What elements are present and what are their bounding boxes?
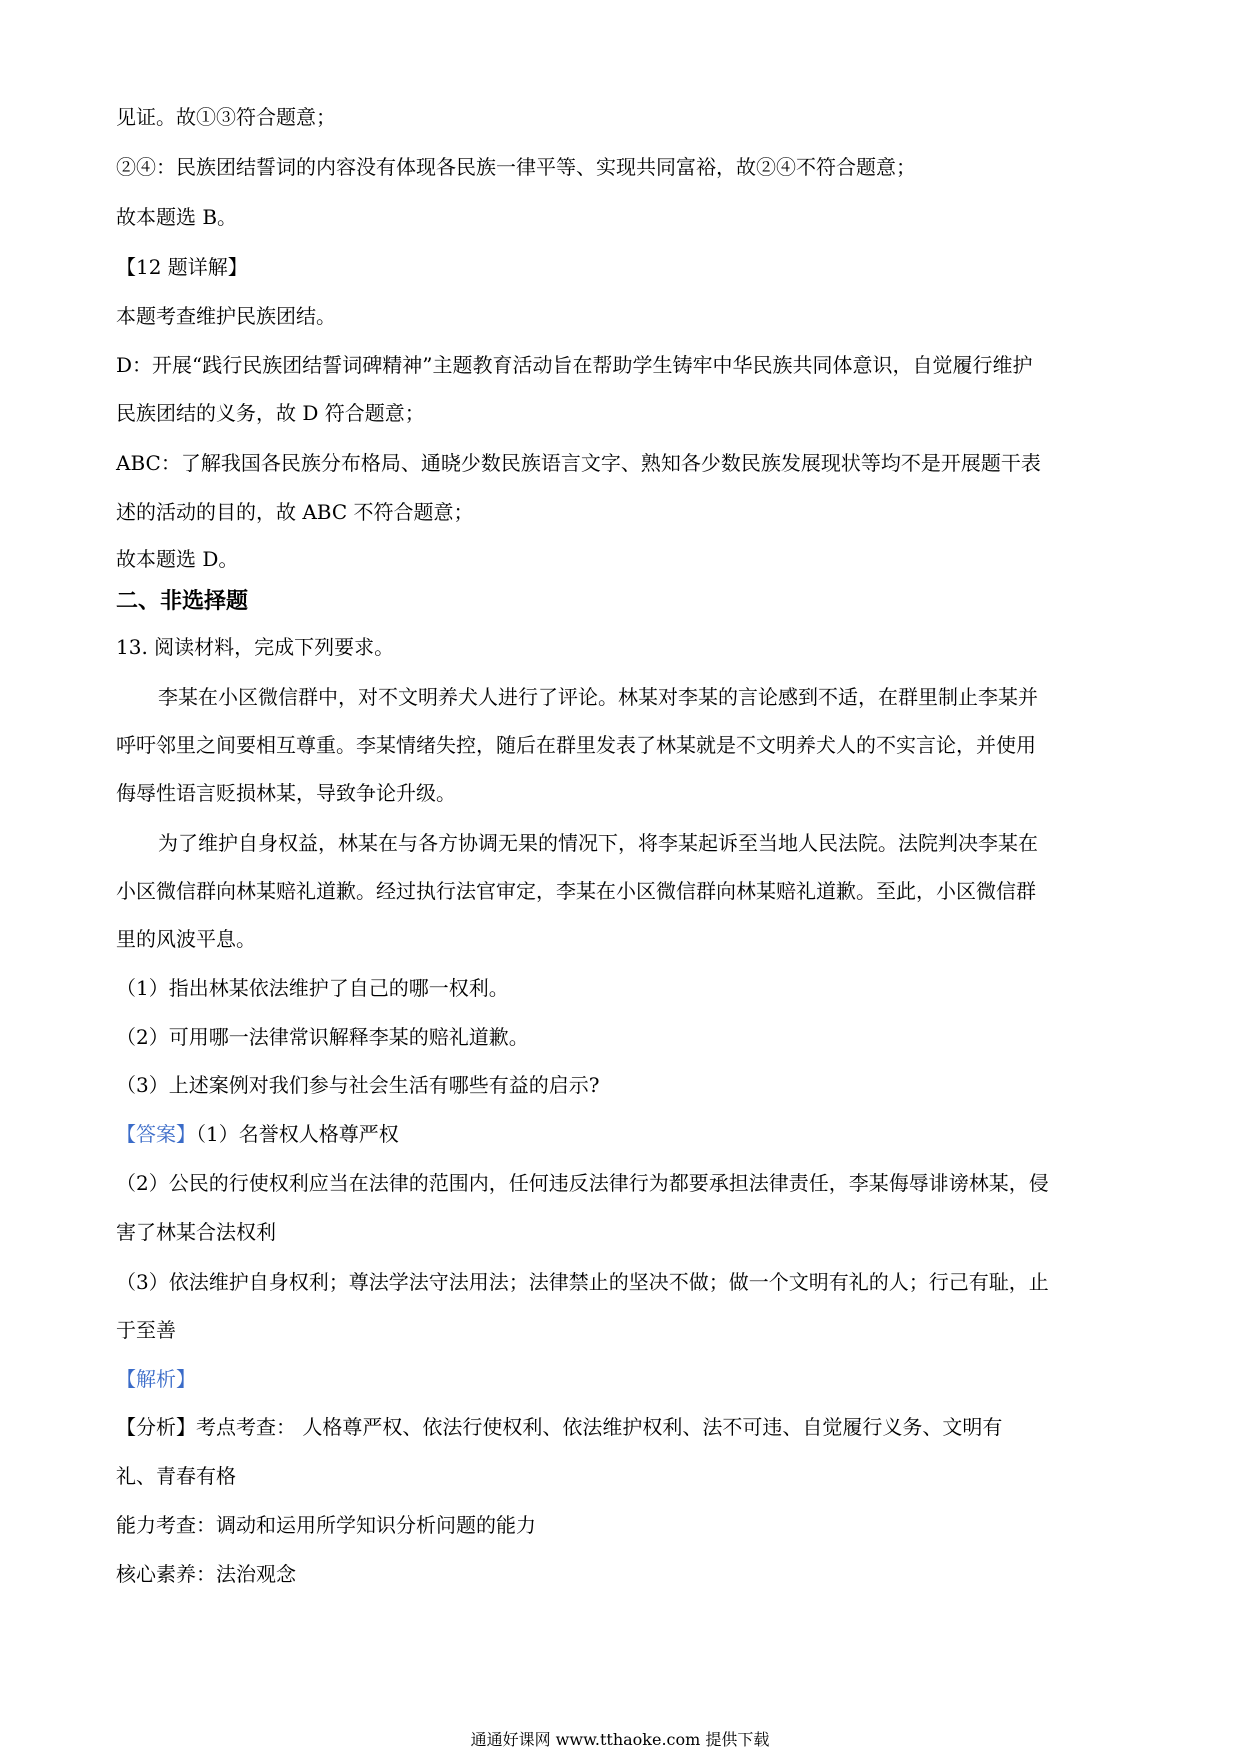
text-line: 见证。故①③符合题意； [116,105,336,129]
analysis-line: 能力考查：调动和运用所学知识分析问题的能力 [116,1513,536,1537]
text-line: ②④：民族团结誓词的内容没有体现各民族一律平等、实现共同富裕，故②④不符合题意； [116,155,916,179]
answer-tag: 【答案】 [116,1122,196,1146]
analysis-tag: 【解析】 [116,1367,196,1391]
material-line: 小区微信群向林某赔礼道歉。经过执行法官审定，李某在小区微信群向林某赔礼道歉。至此，小区微信群 [116,879,1036,903]
material-line: 李某在小区微信群中，对不文明养犬人进行了评论。林某对李某的言论感到不适，在群里制止李某并 [158,685,1038,709]
text-line: 民族团结的义务，故 D 符合题意； [116,401,425,425]
answer-line [116,1120,399,1148]
text-line: 故本题选 B。 [116,205,238,229]
text-line: 故本题选 D。 [116,547,239,571]
answer-line: 害了林某合法权利 [116,1220,276,1244]
text-line: D：开展“践行民族团结誓词碑精神”主题教育活动旨在帮助学生铸牢中华民族共同体意识，自觉履行维护 [116,353,1033,377]
answer-line: （3）依法维护自身权利；尊法学法守法用法；法律禁止的坚决不做；做一个文明有礼的人；行己有耻，止 [116,1270,1049,1294]
sub-question: （1）指出林某依法维护了自己的哪一权利。 [116,976,509,1000]
sub-question: （3）上述案例对我们参与社会生活有哪些有益的启示? [116,1073,600,1097]
material-line: 里的风波平息。 [116,927,256,951]
page-footer: 通通好课网 www.tthaoke.com 提供下载 [470,1730,770,1749]
answer-line: 于至善 [116,1318,176,1342]
material-line: 呼吁邻里之间要相互尊重。李某情绪失控，随后在群里发表了林某就是不文明养犬人的不实言论，并使用 [116,733,1036,757]
question-prompt: 13. 阅读材料，完成下列要求。 [116,635,395,659]
text-line: ABC：了解我国各民族分布格局、通晓少数民族语言文字、熟知各少数民族发展现状等均不是开展题干表 [116,451,1041,475]
analysis-line: 礼、青春有格 [116,1464,236,1488]
material-line: 侮辱性语言贬损林某，导致争论升级。 [116,781,456,805]
section-label: 【12 题详解】 [116,255,248,279]
material-line: 为了维护自身权益，林某在与各方协调无果的情况下，将李某起诉至当地人民法院。法院判决李某在 [158,831,1038,855]
answer-line: （2）公民的行使权利应当在法律的范围内，任何违反法律行为都要承担法律责任，李某侮辱诽谤林某，侵 [116,1171,1049,1195]
text-line: 述的活动的目的，故 ABC 不符合题意； [116,500,474,524]
analysis-line: 【分析】考点考查： 人格尊严权、依法行使权利、依法维护权利、法不可违、自觉履行义务、文明有 [116,1415,1003,1439]
text-line: 本题考查维护民族团结。 [116,304,336,328]
answer-text: （1）名誉权人格尊严权 [196,1122,399,1146]
sub-question: （2）可用哪一法律常识解释李某的赔礼道歉。 [116,1025,529,1049]
analysis-line: 核心素养：法治观念 [116,1562,296,1586]
section-heading: 二、非选择题 [116,589,249,614]
